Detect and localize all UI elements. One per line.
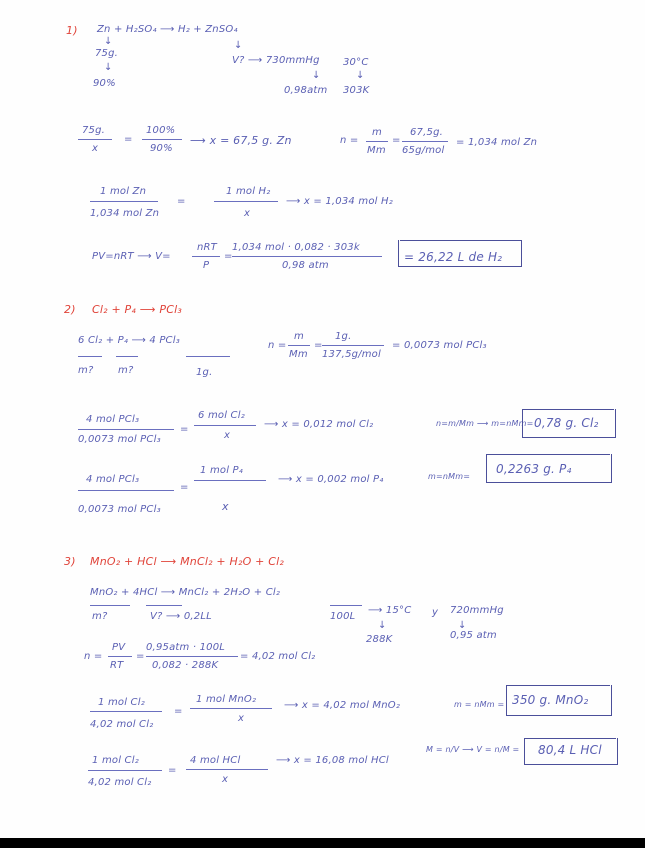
problem-2-number: 2) xyxy=(64,303,76,316)
fraction-denominator: Mm xyxy=(289,349,308,360)
fraction-numerator: 1 mol Zn xyxy=(100,186,147,197)
unknown-volume: V? ⟶ 0,2LL xyxy=(150,611,212,622)
unknown-mass: m? xyxy=(118,365,134,376)
fraction-denominator: x xyxy=(222,774,229,785)
fraction-numerator: 1 mol H₂ xyxy=(226,186,271,197)
fraction-numerator: 1 mol MnO₂ xyxy=(196,694,257,705)
cl2-moles-result: = 4,02 mol Cl₂ xyxy=(240,651,316,662)
p4-moles-result: ⟶ x = 0,002 mol P₄ xyxy=(278,474,384,485)
moles-label: n = xyxy=(84,651,103,662)
equals-sign: = xyxy=(224,251,233,262)
equals-sign: = xyxy=(180,482,189,493)
fraction-denominator: P xyxy=(203,260,210,271)
underline xyxy=(330,605,362,606)
fraction-bar xyxy=(88,770,162,771)
fraction-numerator: 4 mol HCl xyxy=(190,755,241,766)
fraction-denominator: 0,0073 mol PCl₃ xyxy=(78,504,161,515)
fraction-bar xyxy=(366,141,388,142)
fraction-numerator: 1 mol Cl₂ xyxy=(98,697,145,708)
fraction-bar xyxy=(322,345,384,346)
fraction-denominator: Mm xyxy=(367,145,386,156)
fraction-denominator: x xyxy=(224,430,231,441)
fraction-bar xyxy=(214,201,278,202)
fraction-denominator: 4,02 mol Cl₂ xyxy=(88,777,152,788)
problem-3-reaction: MnO₂ + HCl ⟶ MnCl₂ + H₂O + Cl₂ xyxy=(90,555,285,568)
fraction-denominator: x xyxy=(238,713,245,724)
temperature-celsius: ⟶ 15°C xyxy=(368,605,412,616)
fraction-bar xyxy=(192,256,220,257)
temperature-celsius: 30°C xyxy=(343,57,369,68)
fraction-bar xyxy=(78,429,174,430)
fraction-bar xyxy=(108,656,132,657)
underline xyxy=(146,605,182,606)
equals-sign: = xyxy=(174,706,183,717)
fraction-bar xyxy=(288,345,310,346)
underline xyxy=(90,605,130,606)
problem-3-number: 3) xyxy=(64,555,76,568)
moles-label: n = xyxy=(340,135,359,146)
ideal-gas-equation: PV=nRT ⟶ V= xyxy=(92,251,171,262)
zn-mass: 75g. xyxy=(95,48,119,59)
unknown-mass: m? xyxy=(92,611,108,622)
unknown-mass: m? xyxy=(78,365,94,376)
zn-pure-mass-result: ⟶ x = 67,5 g. Zn xyxy=(190,134,292,147)
fraction-denominator: 137,5g/mol xyxy=(322,349,381,360)
fraction-denominator: 0,98 atm xyxy=(282,260,329,271)
conjunction: y xyxy=(432,607,439,618)
fraction-bar xyxy=(194,425,256,426)
balanced-equation: 6 Cl₂ + P₄ ⟶ 4 PCl₃ xyxy=(78,335,180,346)
underline xyxy=(78,356,102,357)
fraction-bar xyxy=(146,656,238,657)
problem-1-number: 1) xyxy=(66,24,78,37)
fraction-bar xyxy=(186,769,268,770)
pressure-mmhg: 720mmHg xyxy=(450,605,504,616)
fraction-bar xyxy=(194,480,266,481)
fraction-numerator: 1,034 mol · 0,082 · 303k xyxy=(232,242,360,253)
fraction-numerator: 1g. xyxy=(335,331,352,342)
zn-purity: 90% xyxy=(93,78,116,89)
arrow-down-icon: ↓ xyxy=(234,40,243,51)
fraction-numerator: 4 mol PCl₃ xyxy=(86,474,140,485)
given-mass: 1g. xyxy=(196,367,213,378)
arrow-down-icon: ↓ xyxy=(104,62,113,73)
arrow-down-icon: ↓ xyxy=(104,36,113,47)
h2-volume-question: V? ⟶ 730mmHg xyxy=(232,55,320,66)
fraction-denominator: 90% xyxy=(150,143,173,154)
scan-edge-bar xyxy=(0,838,645,848)
equals-sign: = xyxy=(392,135,401,146)
problem-2-reaction: Cl₂ + P₄ ⟶ PCl₃ xyxy=(92,303,182,316)
pressure-atm: 0,95 atm xyxy=(450,630,497,641)
fraction-denominator: 0,0073 mol PCl₃ xyxy=(78,434,161,445)
fraction-bar xyxy=(78,139,112,140)
fraction-denominator: 0,082 · 288K xyxy=(152,660,219,671)
equals-sign: = xyxy=(314,340,323,351)
molarity-formula: M = n/V ⟶ V = n/M = xyxy=(426,745,520,754)
h2-moles-result: ⟶ x = 1,034 mol H₂ xyxy=(286,196,393,207)
fraction-denominator: x xyxy=(92,143,99,154)
fraction-numerator: 67,5g. xyxy=(410,127,443,138)
fraction-numerator: 6 mol Cl₂ xyxy=(198,410,245,421)
fraction-denominator: 65g/mol xyxy=(402,145,445,156)
mass-formula: m=nMm= xyxy=(428,472,471,481)
fraction-denominator: x xyxy=(222,500,229,513)
fraction-bar xyxy=(402,141,448,142)
mno2-moles-result: ⟶ x = 4,02 mol MnO₂ xyxy=(284,700,401,711)
fraction-bar xyxy=(232,256,382,257)
problem-1-answer: = 26,22 L de H₂ xyxy=(404,250,503,264)
mass-formula: m = nMm = xyxy=(454,700,505,709)
temperature-kelvin: 288K xyxy=(366,634,393,645)
underline xyxy=(186,356,230,357)
fraction-numerator: m xyxy=(372,127,382,138)
equals-sign: = xyxy=(180,424,189,435)
fraction-numerator: PV xyxy=(112,642,126,653)
zn-moles-result: = 1,034 mol Zn xyxy=(456,137,538,148)
mass-formula: n=m/Mm ⟶ m=nMm= xyxy=(436,419,534,428)
pressure-atm: 0,98atm xyxy=(284,85,328,96)
fraction-numerator: 0,95atm · 100L xyxy=(146,642,226,653)
pcl3-moles-result: = 0,0073 mol PCl₃ xyxy=(392,340,487,351)
equals-sign: = xyxy=(177,196,186,207)
cl2-moles-result: ⟶ x = 0,012 mol Cl₂ xyxy=(264,419,374,430)
moles-label: n = xyxy=(268,340,287,351)
fraction-denominator: 1,034 mol Zn xyxy=(90,208,160,219)
fraction-bar xyxy=(142,139,182,140)
cl2-volume: 100L xyxy=(330,611,356,622)
problem-2-answer-p4: 0,2263 g. P₄ xyxy=(496,462,572,476)
fraction-bar xyxy=(90,711,162,712)
arrow-down-icon: ↓ xyxy=(356,70,365,81)
arrow-down-icon: ↓ xyxy=(312,70,321,81)
problem-3-answer-hcl: 80,4 L HCl xyxy=(538,743,602,757)
fraction-numerator: m xyxy=(294,331,304,342)
equals-sign: = xyxy=(124,134,133,145)
fraction-numerator: nRT xyxy=(197,242,217,253)
fraction-numerator: 75g. xyxy=(82,125,106,136)
fraction-denominator: x xyxy=(244,208,251,219)
fraction-numerator: 1 mol P₄ xyxy=(200,465,243,476)
arrow-down-icon: ↓ xyxy=(458,620,467,631)
temperature-kelvin: 303K xyxy=(343,85,370,96)
balanced-equation: MnO₂ + 4HCl ⟶ MnCl₂ + 2H₂O + Cl₂ xyxy=(90,587,281,598)
fraction-bar xyxy=(78,490,174,491)
arrow-down-icon: ↓ xyxy=(378,620,387,631)
fraction-denominator: 4,02 mol Cl₂ xyxy=(90,719,154,730)
fraction-bar xyxy=(90,201,158,202)
fraction-numerator: 4 mol PCl₃ xyxy=(86,414,140,425)
equals-sign: = xyxy=(136,651,145,662)
problem-1-reaction: Zn + H₂SO₄ ⟶ H₂ + ZnSO₄ xyxy=(97,24,238,35)
fraction-numerator: 100% xyxy=(146,125,176,136)
problem-2-answer-cl2: 0,78 g. Cl₂ xyxy=(534,416,599,430)
fraction-numerator: 1 mol Cl₂ xyxy=(92,755,139,766)
fraction-bar xyxy=(190,708,272,709)
problem-3-answer-mno2: 350 g. MnO₂ xyxy=(512,693,589,707)
equals-sign: = xyxy=(168,765,177,776)
fraction-denominator: RT xyxy=(110,660,124,671)
underline xyxy=(116,356,138,357)
hcl-moles-result: ⟶ x = 16,08 mol HCl xyxy=(276,755,389,766)
